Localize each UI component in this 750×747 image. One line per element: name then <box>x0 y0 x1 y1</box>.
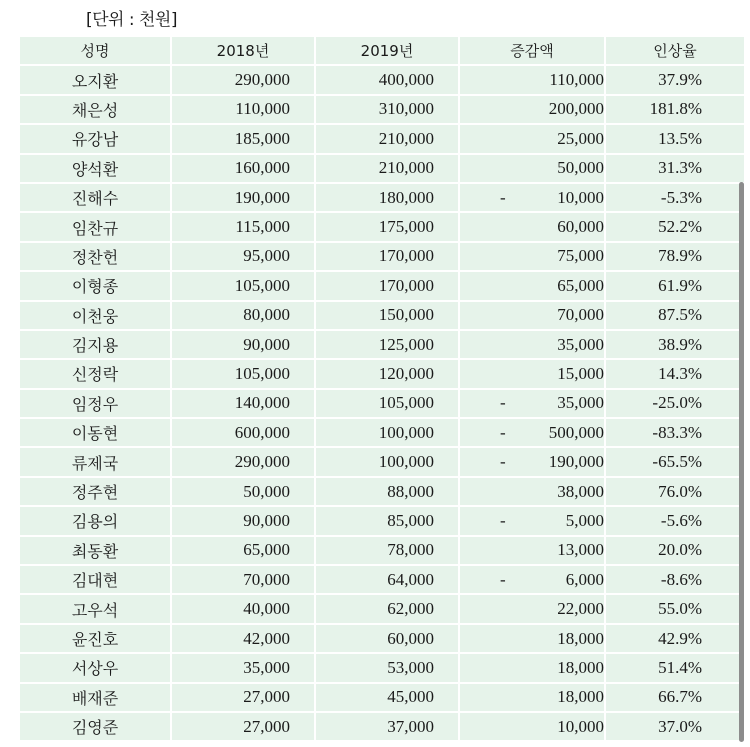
cell-rate: 55.0% <box>606 595 744 622</box>
cell-rate: 181.8% <box>606 96 744 123</box>
change-value: 65,000 <box>557 275 604 295</box>
change-value: 38,000 <box>557 481 604 501</box>
cell-change <box>460 96 604 123</box>
cell-2019: 310,000 <box>316 96 458 123</box>
cell-2019: 37,000 <box>316 713 458 740</box>
cell-2019: 150,000 <box>316 302 458 329</box>
change-value: 5,000 <box>565 510 604 530</box>
cell-2018: 105,000 <box>172 272 314 299</box>
cell-change <box>460 360 604 387</box>
cell-change <box>460 390 604 417</box>
cell-2019: 100,000 <box>316 419 458 446</box>
cell-change <box>460 155 604 182</box>
cell-name: 신정락 <box>20 360 170 387</box>
table-row <box>20 213 744 240</box>
cell-rate: 52.2% <box>606 213 744 240</box>
cell-2018: 95,000 <box>172 243 314 270</box>
table-body <box>20 66 744 740</box>
change-value: 13,000 <box>557 540 604 560</box>
cell-name: 서상우 <box>20 654 170 681</box>
table-row <box>20 184 744 211</box>
cell-change <box>460 625 604 652</box>
cell-name: 김지용 <box>20 331 170 358</box>
vertical-scrollbar[interactable] <box>739 182 744 742</box>
cell-2018: 160,000 <box>172 155 314 182</box>
cell-name: 윤진호 <box>20 625 170 652</box>
table-row <box>20 331 744 358</box>
cell-rate: 20.0% <box>606 537 744 564</box>
cell-2019: 400,000 <box>316 66 458 93</box>
cell-change <box>460 713 604 740</box>
change-value: 50,000 <box>557 158 604 178</box>
header-name: 성명 <box>20 37 170 64</box>
change-sign: - <box>500 569 506 589</box>
cell-name: 이천웅 <box>20 302 170 329</box>
change-value: 70,000 <box>557 305 604 325</box>
cell-2018: 110,000 <box>172 96 314 123</box>
cell-2019: 170,000 <box>316 243 458 270</box>
salary-table <box>18 35 746 742</box>
change-value: 200,000 <box>548 99 604 119</box>
header-row <box>20 37 744 64</box>
change-value: 15,000 <box>557 363 604 383</box>
cell-change <box>460 302 604 329</box>
cell-2019: 180,000 <box>316 184 458 211</box>
cell-rate: 37.9% <box>606 66 744 93</box>
cell-rate: -5.6% <box>606 507 744 534</box>
cell-rate: 87.5% <box>606 302 744 329</box>
cell-2019: 100,000 <box>316 448 458 475</box>
cell-name: 이형종 <box>20 272 170 299</box>
cell-change <box>460 537 604 564</box>
cell-name: 유강남 <box>20 125 170 152</box>
table-row <box>20 96 744 123</box>
cell-rate: 66.7% <box>606 684 744 711</box>
cell-name: 오지환 <box>20 66 170 93</box>
cell-change <box>460 419 604 446</box>
cell-2019: 78,000 <box>316 537 458 564</box>
header-rate: 인상율 <box>606 37 744 64</box>
change-value: 10,000 <box>557 187 604 207</box>
change-value: 6,000 <box>565 569 604 589</box>
cell-change <box>460 684 604 711</box>
cell-change <box>460 507 604 534</box>
change-value: 18,000 <box>557 628 604 648</box>
change-value: 75,000 <box>557 246 604 266</box>
cell-name: 이동현 <box>20 419 170 446</box>
cell-rate: -25.0% <box>606 390 744 417</box>
cell-change <box>460 595 604 622</box>
cell-2018: 27,000 <box>172 713 314 740</box>
cell-rate: 31.3% <box>606 155 744 182</box>
table-row <box>20 390 744 417</box>
cell-name: 김영준 <box>20 713 170 740</box>
table-row <box>20 595 744 622</box>
table-row <box>20 66 744 93</box>
table-row <box>20 272 744 299</box>
cell-name: 김용의 <box>20 507 170 534</box>
cell-rate: 14.3% <box>606 360 744 387</box>
cell-2018: 65,000 <box>172 537 314 564</box>
cell-2019: 175,000 <box>316 213 458 240</box>
table-row <box>20 448 744 475</box>
cell-2019: 53,000 <box>316 654 458 681</box>
cell-2018: 70,000 <box>172 566 314 593</box>
table-row <box>20 507 744 534</box>
cell-2018: 42,000 <box>172 625 314 652</box>
cell-rate: -5.3% <box>606 184 744 211</box>
cell-name: 임찬규 <box>20 213 170 240</box>
unit-label: [단위 : 천원] <box>86 10 177 30</box>
cell-change <box>460 654 604 681</box>
change-value: 35,000 <box>557 393 604 413</box>
cell-name: 배재준 <box>20 684 170 711</box>
cell-2018: 290,000 <box>172 448 314 475</box>
table-row <box>20 419 744 446</box>
cell-rate: 76.0% <box>606 478 744 505</box>
change-sign: - <box>500 393 506 413</box>
change-value: 18,000 <box>557 657 604 677</box>
cell-change <box>460 478 604 505</box>
change-value: 35,000 <box>557 334 604 354</box>
cell-2019: 120,000 <box>316 360 458 387</box>
table-row <box>20 155 744 182</box>
table-row <box>20 125 744 152</box>
cell-2018: 80,000 <box>172 302 314 329</box>
table-row <box>20 478 744 505</box>
cell-2019: 60,000 <box>316 625 458 652</box>
cell-2019: 170,000 <box>316 272 458 299</box>
cell-2019: 105,000 <box>316 390 458 417</box>
cell-2018: 115,000 <box>172 213 314 240</box>
cell-change <box>460 272 604 299</box>
cell-2018: 600,000 <box>172 419 314 446</box>
change-value: 25,000 <box>557 128 604 148</box>
cell-2018: 290,000 <box>172 66 314 93</box>
table-row <box>20 713 744 740</box>
change-value: 18,000 <box>557 687 604 707</box>
cell-2019: 45,000 <box>316 684 458 711</box>
header-2018: 2018년 <box>172 37 314 64</box>
cell-change <box>460 213 604 240</box>
cell-rate: -83.3% <box>606 419 744 446</box>
change-sign: - <box>500 510 506 530</box>
cell-2018: 27,000 <box>172 684 314 711</box>
cell-2019: 62,000 <box>316 595 458 622</box>
cell-change <box>460 331 604 358</box>
table-row <box>20 566 744 593</box>
table-row <box>20 684 744 711</box>
change-value: 500,000 <box>548 422 604 442</box>
cell-rate: 61.9% <box>606 272 744 299</box>
table-row <box>20 360 744 387</box>
cell-name: 정찬헌 <box>20 243 170 270</box>
change-value: 190,000 <box>548 452 604 472</box>
cell-2018: 35,000 <box>172 654 314 681</box>
table-row <box>20 243 744 270</box>
cell-rate: -65.5% <box>606 448 744 475</box>
cell-change <box>460 66 604 93</box>
cell-rate: 51.4% <box>606 654 744 681</box>
cell-change <box>460 125 604 152</box>
cell-rate: 38.9% <box>606 331 744 358</box>
cell-2019: 210,000 <box>316 125 458 152</box>
cell-2019: 88,000 <box>316 478 458 505</box>
cell-rate: 13.5% <box>606 125 744 152</box>
change-value: 60,000 <box>557 217 604 237</box>
change-value: 10,000 <box>557 716 604 736</box>
cell-change <box>460 184 604 211</box>
cell-rate: 78.9% <box>606 243 744 270</box>
cell-name: 정주현 <box>20 478 170 505</box>
cell-rate: 42.9% <box>606 625 744 652</box>
cell-2018: 185,000 <box>172 125 314 152</box>
table-row <box>20 625 744 652</box>
cell-2019: 85,000 <box>316 507 458 534</box>
cell-name: 고우석 <box>20 595 170 622</box>
cell-name: 최동환 <box>20 537 170 564</box>
cell-2019: 210,000 <box>316 155 458 182</box>
table-row <box>20 654 744 681</box>
cell-change <box>460 243 604 270</box>
cell-2018: 190,000 <box>172 184 314 211</box>
cell-2018: 105,000 <box>172 360 314 387</box>
cell-change <box>460 448 604 475</box>
change-value: 110,000 <box>549 70 604 90</box>
cell-name: 임정우 <box>20 390 170 417</box>
cell-2018: 50,000 <box>172 478 314 505</box>
cell-rate: 37.0% <box>606 713 744 740</box>
cell-rate: -8.6% <box>606 566 744 593</box>
change-sign: - <box>500 452 506 472</box>
change-sign: - <box>500 422 506 442</box>
change-value: 22,000 <box>557 599 604 619</box>
cell-name: 양석환 <box>20 155 170 182</box>
table-row <box>20 537 744 564</box>
cell-2019: 64,000 <box>316 566 458 593</box>
header-2019: 2019년 <box>316 37 458 64</box>
cell-name: 진해수 <box>20 184 170 211</box>
cell-change <box>460 566 604 593</box>
cell-name: 채은성 <box>20 96 170 123</box>
header-change: 증감액 <box>460 37 604 64</box>
cell-2018: 90,000 <box>172 331 314 358</box>
change-sign: - <box>500 187 506 207</box>
table-row <box>20 302 744 329</box>
cell-name: 김대현 <box>20 566 170 593</box>
cell-2018: 140,000 <box>172 390 314 417</box>
cell-2019: 125,000 <box>316 331 458 358</box>
cell-name: 류제국 <box>20 448 170 475</box>
cell-2018: 40,000 <box>172 595 314 622</box>
cell-2018: 90,000 <box>172 507 314 534</box>
